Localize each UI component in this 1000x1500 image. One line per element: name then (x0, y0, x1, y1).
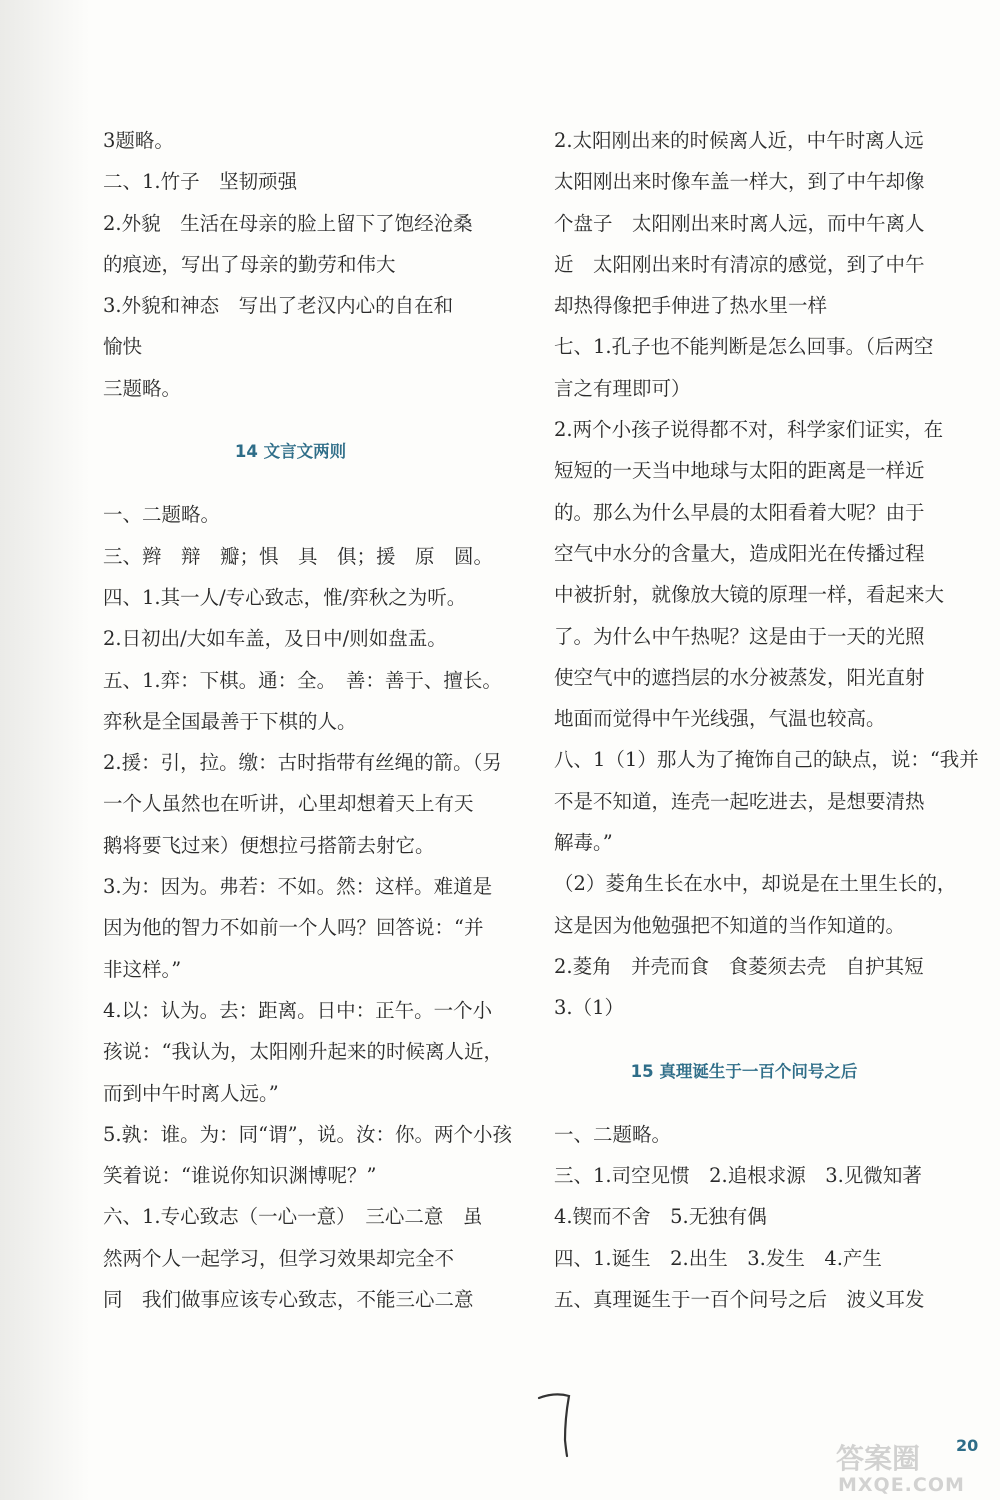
text-line: 近 太阳刚出来时有清凉的感觉，到了中午 (554, 252, 925, 276)
text-line: （2）菱角生长在水中，却说是在土里生长的， (554, 872, 957, 896)
text-line: 不是不知道，连壳一起吃进去，是想要清热 (554, 789, 925, 813)
svg-text:答案圈: 答案圈 (836, 1442, 921, 1475)
text-line: 的。那么为什么早晨的太阳看着大呢？由于 (554, 500, 925, 524)
text-line: 3.为：因为。弗若：不如。然：这样。难道是 (103, 875, 493, 899)
text-line: 八、1（1）那人为了掩饰自己的缺点，说：“我并 (554, 748, 979, 772)
text-line: 2.菱角 并壳而食 食菱须去壳 自护其短 (554, 954, 924, 978)
text-line: 空气中水分的含量大，造成阳光在传播过程 (554, 541, 925, 565)
handwritten-mark (535, 1390, 585, 1460)
text-line: 因为他的智力不如前一个人吗？回答说：“并 (103, 916, 484, 940)
text-line: 弈秋是全国最善于下棋的人。 (103, 709, 357, 733)
text-line: 3题略。 (103, 129, 174, 152)
section-14-title: 14 文言文两则 (234, 442, 347, 462)
text-line: 六、1.专心致志（一心一意） 三心二意 虽 (103, 1205, 483, 1229)
text-line: 一、二题略。 (554, 1122, 672, 1146)
text-line: 4.锲而不舍 5.无独有偶 (554, 1205, 767, 1229)
text-line: 2.援：引，拉。缴：古时指带有丝绳的箭。（另 (103, 751, 502, 775)
text-line: 太阳刚出来时像车盖一样大，到了中午却像 (554, 170, 925, 194)
text-line: 同 我们做事应该专心致志，不能三心二意 (103, 1288, 474, 1312)
left-column (103, 120, 513, 1320)
text-line: 一、二题略。 (103, 503, 221, 527)
text-line: 2.外貌 生活在母亲的脸上留下了饱经沧桑 (103, 211, 473, 235)
text-line: 三题略。 (103, 376, 182, 400)
text-line: 笑着说：“谁说你知识渊博呢？” (103, 1164, 377, 1188)
text-line: 3.外貌和神态 写出了老汉内心的自在和 (103, 294, 454, 318)
text-line: 却热得像把手伸进了热水里一样 (554, 294, 828, 318)
watermark-domain: MXQE.COM (838, 1474, 965, 1496)
text-line: 5.孰：谁。为：同“谓”，说。汝：你。两个小孩 (103, 1122, 513, 1146)
right-column (554, 120, 979, 1320)
text-line: 三、辫 辩 瓣；惧 具 俱；援 原 圆。 (103, 544, 494, 568)
text-line: 2.两个小孩子说得都不对，科学家们证实，在 (554, 418, 944, 442)
text-line: 短短的一天当中地球与太阳的距离是一样近 (554, 459, 925, 483)
text-line: 地面而觉得中午光线强，气温也较高。 (554, 707, 886, 731)
text-line: 然两个人一起学习，但学习效果却完全不 (103, 1246, 455, 1270)
text-line: 非这样。” (103, 957, 182, 981)
text-line: 使空气中的遮挡层的水分被蒸发，阳光直射 (554, 665, 925, 689)
text-line: 中被折射，就像放大镜的原理一样，看起来大 (554, 583, 945, 607)
text-line: 三、1.司空见惯 2.追根求源 3.见微知著 (554, 1164, 922, 1188)
text-line: 鹅将要飞过来）便想拉弓搭箭去射它。 (103, 833, 435, 857)
text-line: 四、1.诞生 2.出生 3.发生 4.产生 (554, 1246, 882, 1270)
text-line: 愉快 (103, 335, 143, 359)
text-line: 解毒。” (554, 831, 613, 855)
text-line: 五、真理诞生于一百个问号之后 波义耳发 (554, 1288, 925, 1312)
text-line: 这是因为他勉强把不知道的当作知道的。 (554, 913, 906, 937)
text-line: 言之有理即可） (554, 376, 691, 400)
text-line: 2.太阳刚出来的时候离人近，中午时离人远 (554, 129, 924, 152)
text-line: 五、1.弈：下棋。通：全。 善：善于、擅长。 (103, 668, 502, 692)
text-line: 二、1.竹子 坚韧顽强 (103, 170, 298, 194)
text-line: 七、1.孔子也不能判断是怎么回事。（后两空 (554, 335, 934, 359)
text-line: 2.日初出/大如车盖，及日中/则如盘盂。 (103, 627, 447, 651)
text-line: 3.（1） (554, 996, 625, 1020)
scan-page-edge (0, 0, 90, 1500)
text-line: 个盘子 太阳刚出来时离人远，而中午离人 (554, 211, 925, 235)
text-line: 4.以：认为。去：距离。日中：正午。一个小 (103, 998, 493, 1022)
text-line: 的痕迹，写出了母亲的勤劳和伟大 (103, 252, 396, 276)
section-15-title: 15 真理诞生于一百个问号之后 (630, 1061, 858, 1081)
text-line: 四、1.其一人/专心致志，惟/弈秋之为听。 (103, 585, 467, 609)
text-line: 一个人虽然也在听讲，心里却想着天上有天 (103, 792, 474, 816)
text-line: 了。为什么中午热呢？这是由于一天的光照 (554, 624, 925, 648)
page-number: 20 (956, 1436, 979, 1455)
text-line: 孩说：“我认为，太阳刚升起来的时候离人近， (103, 1040, 503, 1064)
text-line: 而到中午时离人远。” (103, 1081, 279, 1105)
